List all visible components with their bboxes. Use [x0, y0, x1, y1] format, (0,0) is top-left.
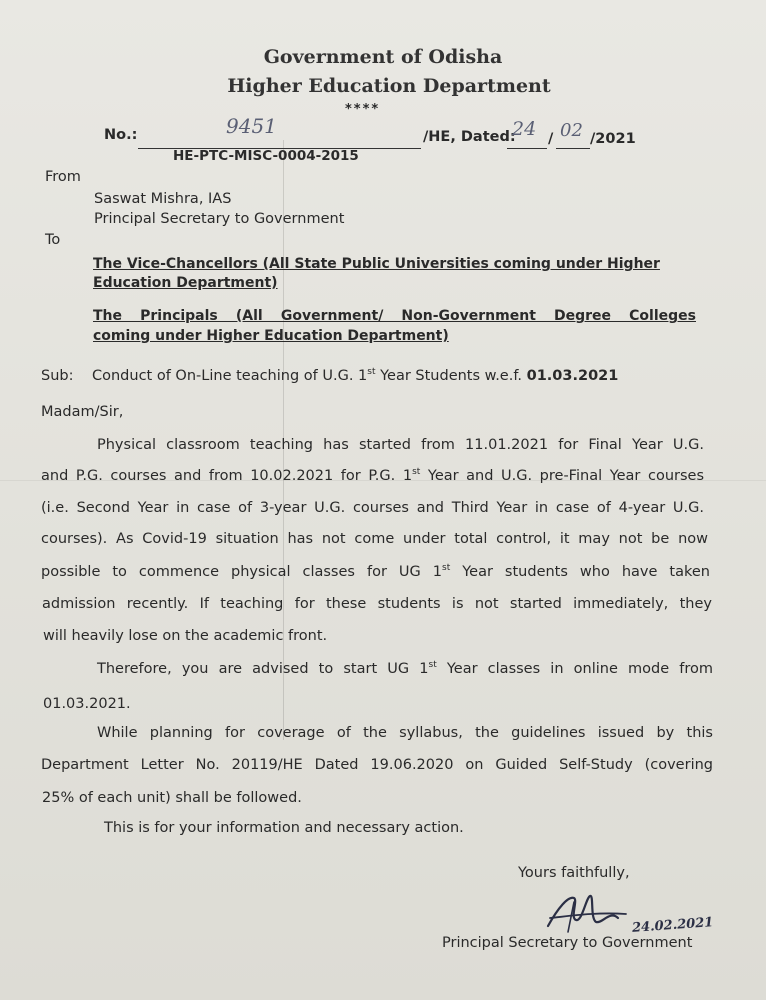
yours-faithfully: Yours faithfully, [518, 865, 630, 881]
department-heading: Higher Education Department [227, 75, 551, 97]
date-month-handwritten: 02 [560, 120, 583, 141]
from-label: From [45, 169, 81, 185]
dated-label: /HE, Dated: [423, 129, 516, 145]
date-year: /2021 [590, 131, 636, 147]
para1-line1: Physical classroom teaching has started from 11.01.2021 for Final Year U.G. [97, 437, 704, 453]
addressee-principals-line1: The Principals (All Government/ Non-Government Degree Colleges [93, 308, 696, 324]
signature-date: 24.02.2021 [631, 915, 714, 936]
para1-line5: possible to commence physical classes for UG 1st Year students who have taken [41, 563, 710, 580]
para4: This is for your information and necessary action. [104, 820, 464, 836]
para2-line2: 01.03.2021. [43, 696, 131, 712]
addressee-vc-line2: Education Department) [93, 275, 278, 291]
letter-page: Government of Odisha Higher Education Department **** No.: 9451 /HE, Dated: 24 / 02 /2021 HE-PTC-MISC-0004-2015 From Saswat Mishra, IAS Principal Secretary to Government To The Vice-Chancellors (All State Public Universities coming under Higher Education Department) The Principals (All Government/ Non-Government Degree Colleges coming under Higher Education Department) Sub: Conduct of On-Line teaching of U.G. 1st Year Students w.e.f. 01.03.2021 Madam/Sir, Physical classroom teaching has started from 11.01.2021 for Final Year U.G. and P.G. courses and from 10.02.2021 for P.G. 1st Year and U.G. pre-Final Year courses (i.e. Second Year in case of 3-year U.G. courses and Third Year in case of 4-year U.G. courses). As Covid-19 situation has not come under total control, it may not be now possible to commence physical classes for UG 1st Year students who have taken admission recently. If teaching for these students is not started immediately, they will heavily lose on the academic front. Therefore, you are advised to start UG 1st Year classes in online mode from 01.03.2021. While planning for coverage of the syllabus, the guidelines issued by this Department Letter No. 20119/HE Dated 19.06.2020 on Guided Self-Study (covering 25% of each unit) shall be followed. This is for your information and necessary action. Yours faithfully, 24.02.2021 Principal Secretary to Government [0, 0, 766, 1000]
to-label: To [45, 232, 61, 248]
letter-number-label: No.: [104, 127, 138, 143]
para3-line1: While planning for coverage of the syllabus, the guidelines issued by this [97, 725, 713, 741]
signatory-designation: Principal Secretary to Government [442, 935, 693, 951]
para3-line2: Department Letter No. 20119/HE Dated 19.06.2020 on Guided Self-Study (covering [41, 757, 713, 773]
letter-number-handwritten: 9451 [226, 114, 277, 138]
file-code: HE-PTC-MISC-0004-2015 [173, 148, 359, 164]
date-day-handwritten: 24 [512, 118, 537, 140]
sender-designation: Principal Secretary to Government [94, 211, 345, 227]
sender-name: Saswat Mishra, IAS [94, 191, 232, 207]
signature-scribble [540, 888, 630, 938]
header-stars: **** [345, 102, 381, 117]
para2-line1: Therefore, you are advised to start UG 1st Year classes in online mode from [97, 660, 713, 677]
para1-line3: (i.e. Second Year in case of 3-year U.G. courses and Third Year in case of 4-year U.G. [41, 500, 704, 516]
para1-line6: admission recently. If teaching for these students is not started immediately, they [42, 596, 712, 612]
addressee-principals-line2: coming under Higher Education Department) [93, 328, 449, 344]
subject-text: Conduct of On-Line teaching of U.G. 1st Year Students w.e.f. 01.03.2021 [92, 367, 619, 384]
para3-line3: 25% of each unit) shall be followed. [42, 790, 302, 806]
salutation: Madam/Sir, [41, 404, 124, 420]
para1-line4: courses). As Covid-19 situation has not come under total control, it may not be now [41, 531, 708, 547]
subject-label: Sub: [41, 368, 74, 384]
para1-line7: will heavily lose on the academic front. [43, 628, 328, 644]
addressee-vc-line1: The Vice-Chancellors (All State Public Universities coming under Higher [93, 256, 660, 272]
government-heading: Government of Odisha [263, 46, 503, 68]
para1-line2: and P.G. courses and from 10.02.2021 for P.G. 1st Year and U.G. pre-Final Year courses [41, 467, 704, 484]
letter-number-blank [138, 130, 421, 149]
